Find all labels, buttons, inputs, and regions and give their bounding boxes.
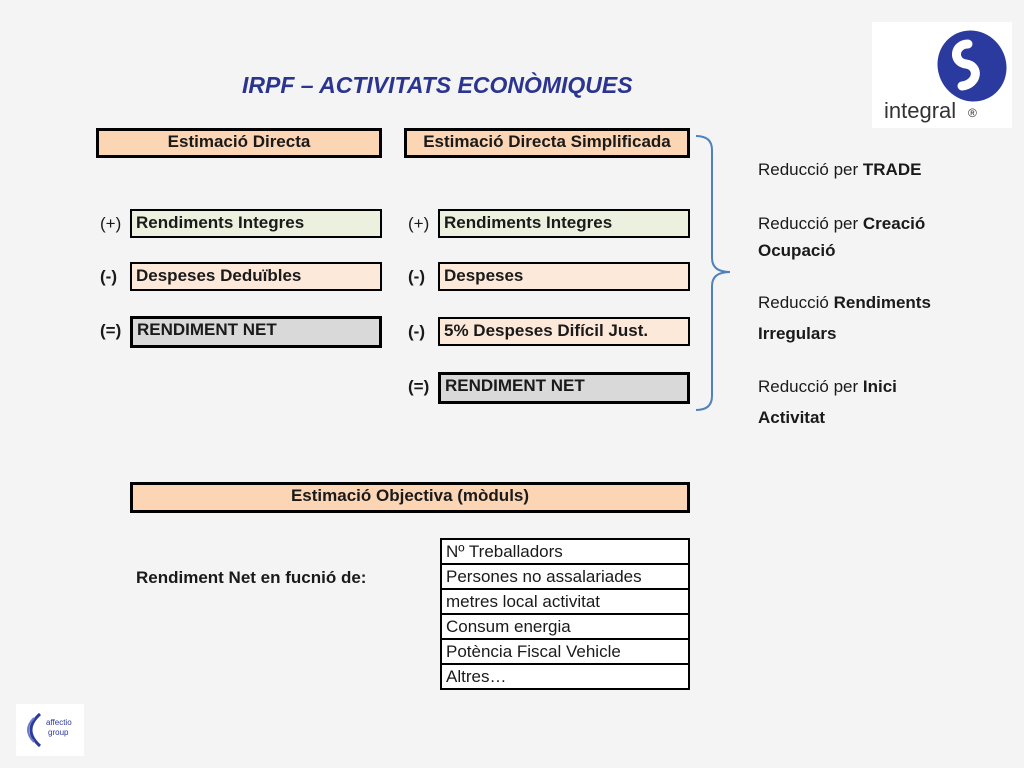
table-row: [441, 589, 689, 614]
objectiva-label: Rendiment Net en fucnió de:: [136, 568, 367, 587]
simplificada-rendiments-integres: Rendiments Integres: [438, 209, 690, 238]
table-row: [441, 539, 689, 564]
affectio-logo-mark: [20, 712, 44, 748]
affectio-logo-text-2: group: [48, 728, 69, 737]
simplificada-rendiment-net: RENDIMENT NET: [438, 372, 690, 404]
reduction-trade: [758, 156, 998, 183]
reduction-inici-prefix: Reducció per: [758, 377, 863, 396]
simplificada-despeses: Despeses: [438, 262, 690, 291]
reduction-inici-bold: Inici Activitat: [758, 377, 897, 427]
integral-logo-text: integral: [884, 98, 957, 123]
affectio-logo: [16, 704, 84, 756]
integral-logo: [872, 22, 1012, 128]
directa-sign-3: (=): [100, 321, 122, 340]
directa-despeses-deduibles: Despeses Deduïbles: [130, 262, 382, 291]
simplificada-sign-1: (+): [408, 214, 430, 233]
table-row: [441, 614, 689, 639]
reduction-irregulars-bold: Rendiments Irregulars: [758, 293, 931, 343]
right-brace-icon: [694, 134, 736, 414]
objectiva-header: Estimació Objectiva (mòduls): [130, 482, 690, 513]
modul-metres-local: metres local activitat: [441, 589, 689, 614]
modul-persones: Persones no assalariades: [441, 564, 689, 589]
directa-rendiment-net: RENDIMENT NET: [130, 316, 382, 348]
reduction-creacio-bold: Creació Ocupació: [758, 214, 926, 260]
simplificada-despeses-dificil-just: 5% Despeses Difícil Just.: [438, 317, 690, 346]
directa-rendiments-integres: Rendiments Integres: [130, 209, 382, 238]
affectio-logo-text: affectio: [46, 718, 72, 727]
table-row: [441, 664, 689, 689]
page-title: IRPF – ACTIVITATS ECONÒMIQUES: [242, 72, 633, 98]
reduction-trade-prefix: Reducció per: [758, 160, 863, 179]
reduction-inici-activitat: [758, 371, 918, 433]
reduction-creacio-prefix: Reducció per: [758, 214, 863, 233]
table-row: [441, 564, 689, 589]
table-row: [441, 639, 689, 664]
reduction-creacio-ocupacio: [758, 210, 958, 264]
reduction-trade-bold: TRADE: [862, 160, 922, 179]
simplificada-sign-3: (-): [408, 322, 425, 341]
modul-consum-energia: Consum energia: [441, 614, 689, 639]
moduls-table: [440, 538, 690, 690]
simplificada-header: Estimació Directa Simplificada: [404, 128, 690, 158]
simplificada-sign-2: (-): [408, 267, 425, 286]
directa-sign-2: (-): [100, 267, 117, 286]
modul-treballadors: Nº Treballadors: [441, 539, 689, 564]
modul-potencia-vehicle: Potència Fiscal Vehicle: [441, 639, 689, 664]
integral-registered-mark: ®: [968, 106, 977, 120]
reduction-rendiments-irregulars: [758, 287, 958, 349]
directa-header: Estimació Directa: [96, 128, 382, 158]
modul-altres: Altres…: [441, 664, 689, 689]
reduction-irregulars-prefix: Reducció: [758, 293, 834, 312]
simplificada-sign-4: (=): [408, 377, 430, 396]
directa-sign-1: (+): [100, 214, 122, 233]
